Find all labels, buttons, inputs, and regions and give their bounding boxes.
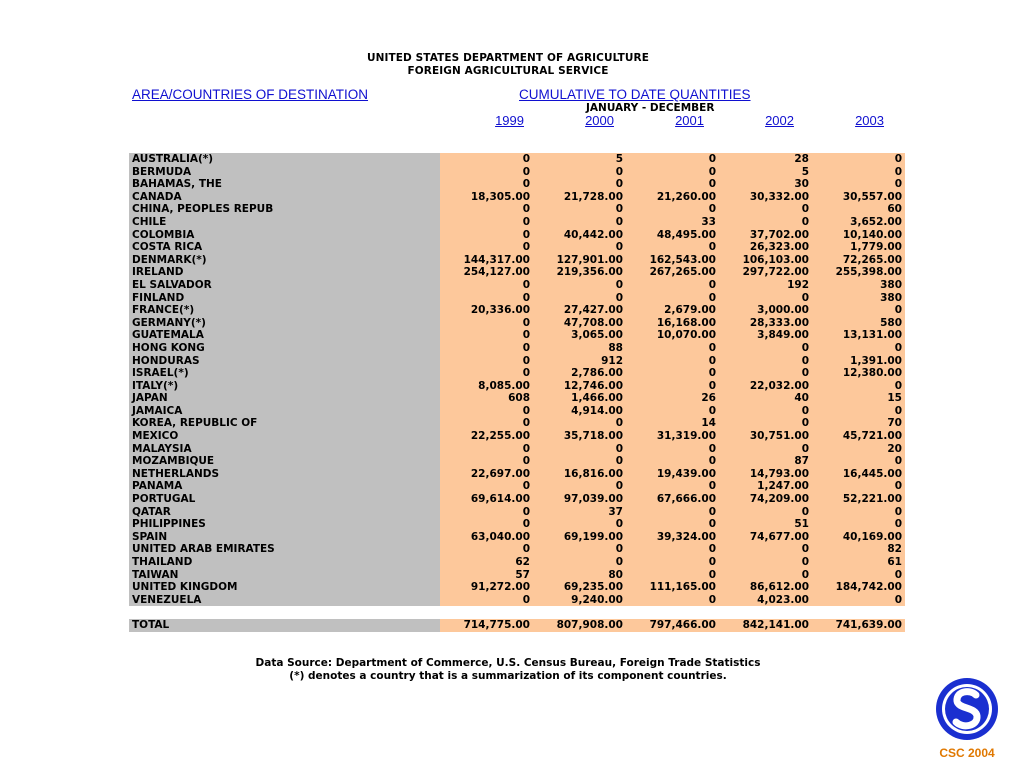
- quantity-2000: 9,240.00: [533, 594, 626, 607]
- quantity-2000: 0: [533, 455, 626, 468]
- quantity-2003: 1,391.00: [812, 355, 905, 368]
- quantity-2002: 40: [719, 392, 812, 405]
- quantity-2003: 0: [812, 405, 905, 418]
- country-name: SPAIN: [129, 531, 440, 544]
- table-row: [129, 153, 905, 166]
- country-name: COLOMBIA: [129, 229, 440, 242]
- quantity-2003: 82: [812, 543, 905, 556]
- agency-subtitle: FOREIGN AGRICULTURAL SERVICE: [407, 65, 609, 77]
- quantity-2003: 380: [812, 292, 905, 305]
- quantity-2002: 86,612.00: [719, 581, 812, 594]
- total-2000: 807,908.00: [533, 619, 626, 632]
- quantity-2001: 267,265.00: [626, 266, 719, 279]
- quantity-2003: 30,557.00: [812, 191, 905, 204]
- quantity-2000: 12,746.00: [533, 380, 626, 393]
- quantity-2003: 3,652.00: [812, 216, 905, 229]
- quantity-2002: 28: [719, 153, 812, 166]
- quantity-2001: 31,319.00: [626, 430, 719, 443]
- quantity-1999: 0: [440, 329, 533, 342]
- quantity-1999: 0: [440, 178, 533, 191]
- country-name: JAMAICA: [129, 405, 440, 418]
- country-name: IRELAND: [129, 266, 440, 279]
- quantity-1999: 0: [440, 355, 533, 368]
- country-name: JAPAN: [129, 392, 440, 405]
- quantity-2001: 0: [626, 506, 719, 519]
- table-row: [129, 329, 905, 342]
- quantity-2000: 0: [533, 178, 626, 191]
- quantity-2000: 912: [533, 355, 626, 368]
- year-header-2001[interactable]: 2001: [675, 113, 704, 128]
- country-name: GERMANY(*): [129, 317, 440, 330]
- quantity-2001: 0: [626, 203, 719, 216]
- quantity-2003: 45,721.00: [812, 430, 905, 443]
- quantity-1999: 0: [440, 455, 533, 468]
- quantity-2002: 1,247.00: [719, 480, 812, 493]
- quantity-2000: 69,235.00: [533, 581, 626, 594]
- country-name: UNITED ARAB EMIRATES: [129, 543, 440, 556]
- quantity-1999: 0: [440, 292, 533, 305]
- quantity-1999: 22,255.00: [440, 430, 533, 443]
- total-row-table: [129, 619, 905, 632]
- table-row: [129, 581, 905, 594]
- quantity-2001: 0: [626, 543, 719, 556]
- quantity-2002: 14,793.00: [719, 468, 812, 481]
- quantity-2002: 3,849.00: [719, 329, 812, 342]
- quantity-2002: 297,722.00: [719, 266, 812, 279]
- quantity-2003: 580: [812, 317, 905, 330]
- quantity-2000: 97,039.00: [533, 493, 626, 506]
- quantity-1999: 0: [440, 443, 533, 456]
- quantity-2003: 0: [812, 594, 905, 607]
- quantity-2002: 0: [719, 203, 812, 216]
- country-name: CHILE: [129, 216, 440, 229]
- year-header-2000[interactable]: 2000: [585, 113, 614, 128]
- quantity-2000: 0: [533, 279, 626, 292]
- year-header-2003[interactable]: 2003: [855, 113, 884, 128]
- data-source-note: Data Source: Department of Commerce, U.S. Census Bureau, Foreign Trade Statistics: [255, 657, 761, 669]
- table-row: [129, 392, 905, 405]
- table-row: [129, 493, 905, 506]
- table-row: [129, 543, 905, 556]
- quantity-2002: 22,032.00: [719, 380, 812, 393]
- quantity-1999: 144,317.00: [440, 254, 533, 267]
- country-name: TAIWAN: [129, 569, 440, 582]
- quantity-2001: 0: [626, 380, 719, 393]
- quantity-2002: 5: [719, 166, 812, 179]
- quantity-1999: 62: [440, 556, 533, 569]
- quantity-1999: 0: [440, 342, 533, 355]
- quantity-2003: 0: [812, 569, 905, 582]
- table-row: [129, 506, 905, 519]
- country-name: FINLAND: [129, 292, 440, 305]
- quantity-2001: 0: [626, 556, 719, 569]
- country-name: EL SALVADOR: [129, 279, 440, 292]
- quantity-2001: 2,679.00: [626, 304, 719, 317]
- quantity-2000: 1,466.00: [533, 392, 626, 405]
- table-row: [129, 518, 905, 531]
- quantity-2000: 2,786.00: [533, 367, 626, 380]
- table-row: [129, 480, 905, 493]
- quantity-1999: 0: [440, 506, 533, 519]
- quantity-2003: 0: [812, 455, 905, 468]
- quantity-2000: 0: [533, 480, 626, 493]
- table-row: [129, 241, 905, 254]
- quantity-1999: 8,085.00: [440, 380, 533, 393]
- quantity-2002: 192: [719, 279, 812, 292]
- quantity-2003: 20: [812, 443, 905, 456]
- country-name: DENMARK(*): [129, 254, 440, 267]
- country-name: HONG KONG: [129, 342, 440, 355]
- quantity-2000: 127,901.00: [533, 254, 626, 267]
- destination-quantities-table: [129, 153, 905, 606]
- table-row: [129, 367, 905, 380]
- quantity-2003: 1,779.00: [812, 241, 905, 254]
- quantity-2003: 0: [812, 518, 905, 531]
- quantity-2001: 0: [626, 569, 719, 582]
- quantity-2000: 0: [533, 216, 626, 229]
- quantity-2002: 87: [719, 455, 812, 468]
- quantity-2003: 13,131.00: [812, 329, 905, 342]
- quantity-2000: 0: [533, 203, 626, 216]
- quantity-2000: 80: [533, 569, 626, 582]
- quantity-2003: 12,380.00: [812, 367, 905, 380]
- country-name: BAHAMAS, THE: [129, 178, 440, 191]
- country-name: BERMUDA: [129, 166, 440, 179]
- quantity-2001: 0: [626, 153, 719, 166]
- country-name: VENEZUELA: [129, 594, 440, 607]
- quantity-2001: 0: [626, 342, 719, 355]
- country-name: PHILIPPINES: [129, 518, 440, 531]
- quantity-2003: 0: [812, 304, 905, 317]
- table-row: [129, 531, 905, 544]
- quantity-2000: 0: [533, 543, 626, 556]
- quantity-2001: 162,543.00: [626, 254, 719, 267]
- total-1999: 714,775.00: [440, 619, 533, 632]
- country-name: PANAMA: [129, 480, 440, 493]
- quantity-1999: 0: [440, 594, 533, 607]
- quantity-2000: 27,427.00: [533, 304, 626, 317]
- quantity-2002: 30,751.00: [719, 430, 812, 443]
- quantity-1999: 0: [440, 279, 533, 292]
- quantity-2001: 39,324.00: [626, 531, 719, 544]
- quantity-2000: 47,708.00: [533, 317, 626, 330]
- quantity-2001: 0: [626, 292, 719, 305]
- quantity-2002: 74,677.00: [719, 531, 812, 544]
- country-name: GUATEMALA: [129, 329, 440, 342]
- quantity-2000: 40,442.00: [533, 229, 626, 242]
- quantity-1999: 0: [440, 216, 533, 229]
- quantity-2000: 219,356.00: [533, 266, 626, 279]
- quantity-2000: 35,718.00: [533, 430, 626, 443]
- quantity-2003: 0: [812, 380, 905, 393]
- quantity-1999: 20,336.00: [440, 304, 533, 317]
- quantity-2003: 0: [812, 506, 905, 519]
- table-row: [129, 405, 905, 418]
- quantity-1999: 0: [440, 166, 533, 179]
- country-name: CHINA, PEOPLES REPUB: [129, 203, 440, 216]
- quantity-1999: 0: [440, 405, 533, 418]
- country-name: KOREA, REPUBLIC OF: [129, 417, 440, 430]
- period-label: JANUARY - DECEMBER: [586, 102, 715, 114]
- country-name: UNITED KINGDOM: [129, 581, 440, 594]
- quantity-2001: 0: [626, 178, 719, 191]
- quantity-2002: 4,023.00: [719, 594, 812, 607]
- quantity-2001: 67,666.00: [626, 493, 719, 506]
- quantity-2001: 0: [626, 241, 719, 254]
- total-2001: 797,466.00: [626, 619, 719, 632]
- country-name: AUSTRALIA(*): [129, 153, 440, 166]
- quantity-2002: 0: [719, 292, 812, 305]
- quantity-1999: 0: [440, 229, 533, 242]
- summarization-note: (*) denotes a country that is a summarization of its component countries.: [289, 670, 727, 682]
- quantity-2001: 0: [626, 166, 719, 179]
- country-name: MALAYSIA: [129, 443, 440, 456]
- quantity-1999: 0: [440, 241, 533, 254]
- country-name: COSTA RICA: [129, 241, 440, 254]
- quantity-1999: 0: [440, 543, 533, 556]
- table-row: [129, 594, 905, 607]
- quantity-2001: 0: [626, 279, 719, 292]
- quantity-2003: 0: [812, 342, 905, 355]
- logo-caption: CSC 2004: [939, 746, 995, 760]
- table-row: [129, 380, 905, 393]
- quantity-2000: 21,728.00: [533, 191, 626, 204]
- quantity-2001: 48,495.00: [626, 229, 719, 242]
- quantity-2003: 16,445.00: [812, 468, 905, 481]
- quantity-1999: 63,040.00: [440, 531, 533, 544]
- quantity-1999: 0: [440, 153, 533, 166]
- country-name: HONDURAS: [129, 355, 440, 368]
- quantity-2003: 15: [812, 392, 905, 405]
- table-row: [129, 266, 905, 279]
- quantity-2001: 21,260.00: [626, 191, 719, 204]
- quantity-2001: 0: [626, 355, 719, 368]
- quantity-2003: 70: [812, 417, 905, 430]
- table-row: [129, 191, 905, 204]
- quantity-2000: 69,199.00: [533, 531, 626, 544]
- table-row: [129, 254, 905, 267]
- quantity-2002: 0: [719, 569, 812, 582]
- quantity-2002: 0: [719, 342, 812, 355]
- quantity-2003: 40,169.00: [812, 531, 905, 544]
- quantity-2003: 255,398.00: [812, 266, 905, 279]
- quantity-2002: 0: [719, 355, 812, 368]
- table-row: [129, 417, 905, 430]
- country-name: QATAR: [129, 506, 440, 519]
- country-name: NETHERLANDS: [129, 468, 440, 481]
- quantity-1999: 91,272.00: [440, 581, 533, 594]
- quantity-2002: 26,323.00: [719, 241, 812, 254]
- quantity-2001: 10,070.00: [626, 329, 719, 342]
- quantity-2000: 5: [533, 153, 626, 166]
- quantity-1999: 22,697.00: [440, 468, 533, 481]
- quantity-2002: 74,209.00: [719, 493, 812, 506]
- quantity-2003: 52,221.00: [812, 493, 905, 506]
- total-2003: 741,639.00: [812, 619, 905, 632]
- quantity-1999: 608: [440, 392, 533, 405]
- total-row: [129, 619, 905, 632]
- country-name: MOZAMBIQUE: [129, 455, 440, 468]
- quantity-2002: 106,103.00: [719, 254, 812, 267]
- quantity-2003: 61: [812, 556, 905, 569]
- quantity-2003: 0: [812, 166, 905, 179]
- quantity-2002: 37,702.00: [719, 229, 812, 242]
- area-countries-header-link[interactable]: AREA/COUNTRIES OF DESTINATION: [132, 87, 369, 102]
- quantity-2003: 0: [812, 178, 905, 191]
- table-row: [129, 178, 905, 191]
- table-row: [129, 317, 905, 330]
- quantity-2000: 0: [533, 556, 626, 569]
- country-name: ISRAEL(*): [129, 367, 440, 380]
- year-header-1999[interactable]: 1999: [495, 113, 524, 128]
- table-row: [129, 468, 905, 481]
- quantity-2000: 16,816.00: [533, 468, 626, 481]
- quantity-1999: 69,614.00: [440, 493, 533, 506]
- table-row: [129, 430, 905, 443]
- quantity-2003: 0: [812, 153, 905, 166]
- quantity-2000: 0: [533, 166, 626, 179]
- country-name: PORTUGAL: [129, 493, 440, 506]
- country-name: THAILAND: [129, 556, 440, 569]
- quantity-2002: 28,333.00: [719, 317, 812, 330]
- quantity-2003: 380: [812, 279, 905, 292]
- quantity-2002: 30: [719, 178, 812, 191]
- table-row: [129, 355, 905, 368]
- quantity-2000: 4,914.00: [533, 405, 626, 418]
- quantity-1999: 0: [440, 518, 533, 531]
- table-row: [129, 166, 905, 179]
- quantity-2000: 0: [533, 443, 626, 456]
- quantity-2001: 14: [626, 417, 719, 430]
- quantity-2002: 0: [719, 543, 812, 556]
- year-header-2002[interactable]: 2002: [765, 113, 794, 128]
- quantity-2001: 26: [626, 392, 719, 405]
- country-name: MEXICO: [129, 430, 440, 443]
- table-row: [129, 279, 905, 292]
- quantity-2003: 10,140.00: [812, 229, 905, 242]
- quantity-2001: 33: [626, 216, 719, 229]
- table-row: [129, 292, 905, 305]
- table-row: [129, 569, 905, 582]
- country-name: ITALY(*): [129, 380, 440, 393]
- quantity-2001: 19,439.00: [626, 468, 719, 481]
- quantity-2001: 0: [626, 455, 719, 468]
- country-name: CANADA: [129, 191, 440, 204]
- quantity-2003: 72,265.00: [812, 254, 905, 267]
- csc-logo-icon: [934, 676, 1000, 742]
- quantity-1999: 254,127.00: [440, 266, 533, 279]
- quantity-1999: 0: [440, 367, 533, 380]
- quantity-2000: 88: [533, 342, 626, 355]
- quantity-2000: 0: [533, 241, 626, 254]
- quantity-2001: 16,168.00: [626, 317, 719, 330]
- quantity-2003: 184,742.00: [812, 581, 905, 594]
- quantity-2002: 0: [719, 417, 812, 430]
- quantity-2001: 0: [626, 594, 719, 607]
- quantity-1999: 0: [440, 417, 533, 430]
- quantity-2003: 0: [812, 480, 905, 493]
- quantity-2000: 0: [533, 518, 626, 531]
- table-row: [129, 216, 905, 229]
- total-2002: 842,141.00: [719, 619, 812, 632]
- total-label: TOTAL: [129, 619, 440, 632]
- quantity-2002: 30,332.00: [719, 191, 812, 204]
- quantity-2000: 37: [533, 506, 626, 519]
- quantity-2002: 0: [719, 443, 812, 456]
- table-row: [129, 203, 905, 216]
- quantity-1999: 18,305.00: [440, 191, 533, 204]
- quantity-2002: 51: [719, 518, 812, 531]
- table-row: [129, 304, 905, 317]
- table-row: [129, 229, 905, 242]
- quantity-2001: 0: [626, 367, 719, 380]
- quantity-2000: 0: [533, 417, 626, 430]
- quantity-2002: 3,000.00: [719, 304, 812, 317]
- quantity-2002: 0: [719, 216, 812, 229]
- quantity-2002: 0: [719, 367, 812, 380]
- quantity-1999: 57: [440, 569, 533, 582]
- quantity-1999: 0: [440, 480, 533, 493]
- quantity-2002: 0: [719, 556, 812, 569]
- quantity-2001: 0: [626, 518, 719, 531]
- quantity-2001: 111,165.00: [626, 581, 719, 594]
- quantity-2000: 3,065.00: [533, 329, 626, 342]
- quantity-2003: 60: [812, 203, 905, 216]
- table-row: [129, 342, 905, 355]
- quantity-2000: 0: [533, 292, 626, 305]
- country-name: FRANCE(*): [129, 304, 440, 317]
- quantity-2001: 0: [626, 480, 719, 493]
- quantity-2001: 0: [626, 405, 719, 418]
- quantity-2002: 0: [719, 506, 812, 519]
- agency-title: UNITED STATES DEPARTMENT OF AGRICULTURE: [367, 52, 649, 64]
- quantity-1999: 0: [440, 317, 533, 330]
- table-row: [129, 455, 905, 468]
- cumulative-quantities-header-link[interactable]: CUMULATIVE TO DATE QUANTITIES: [519, 87, 751, 102]
- quantity-2002: 0: [719, 405, 812, 418]
- quantity-1999: 0: [440, 203, 533, 216]
- table-row: [129, 443, 905, 456]
- quantity-2001: 0: [626, 443, 719, 456]
- table-row: [129, 556, 905, 569]
